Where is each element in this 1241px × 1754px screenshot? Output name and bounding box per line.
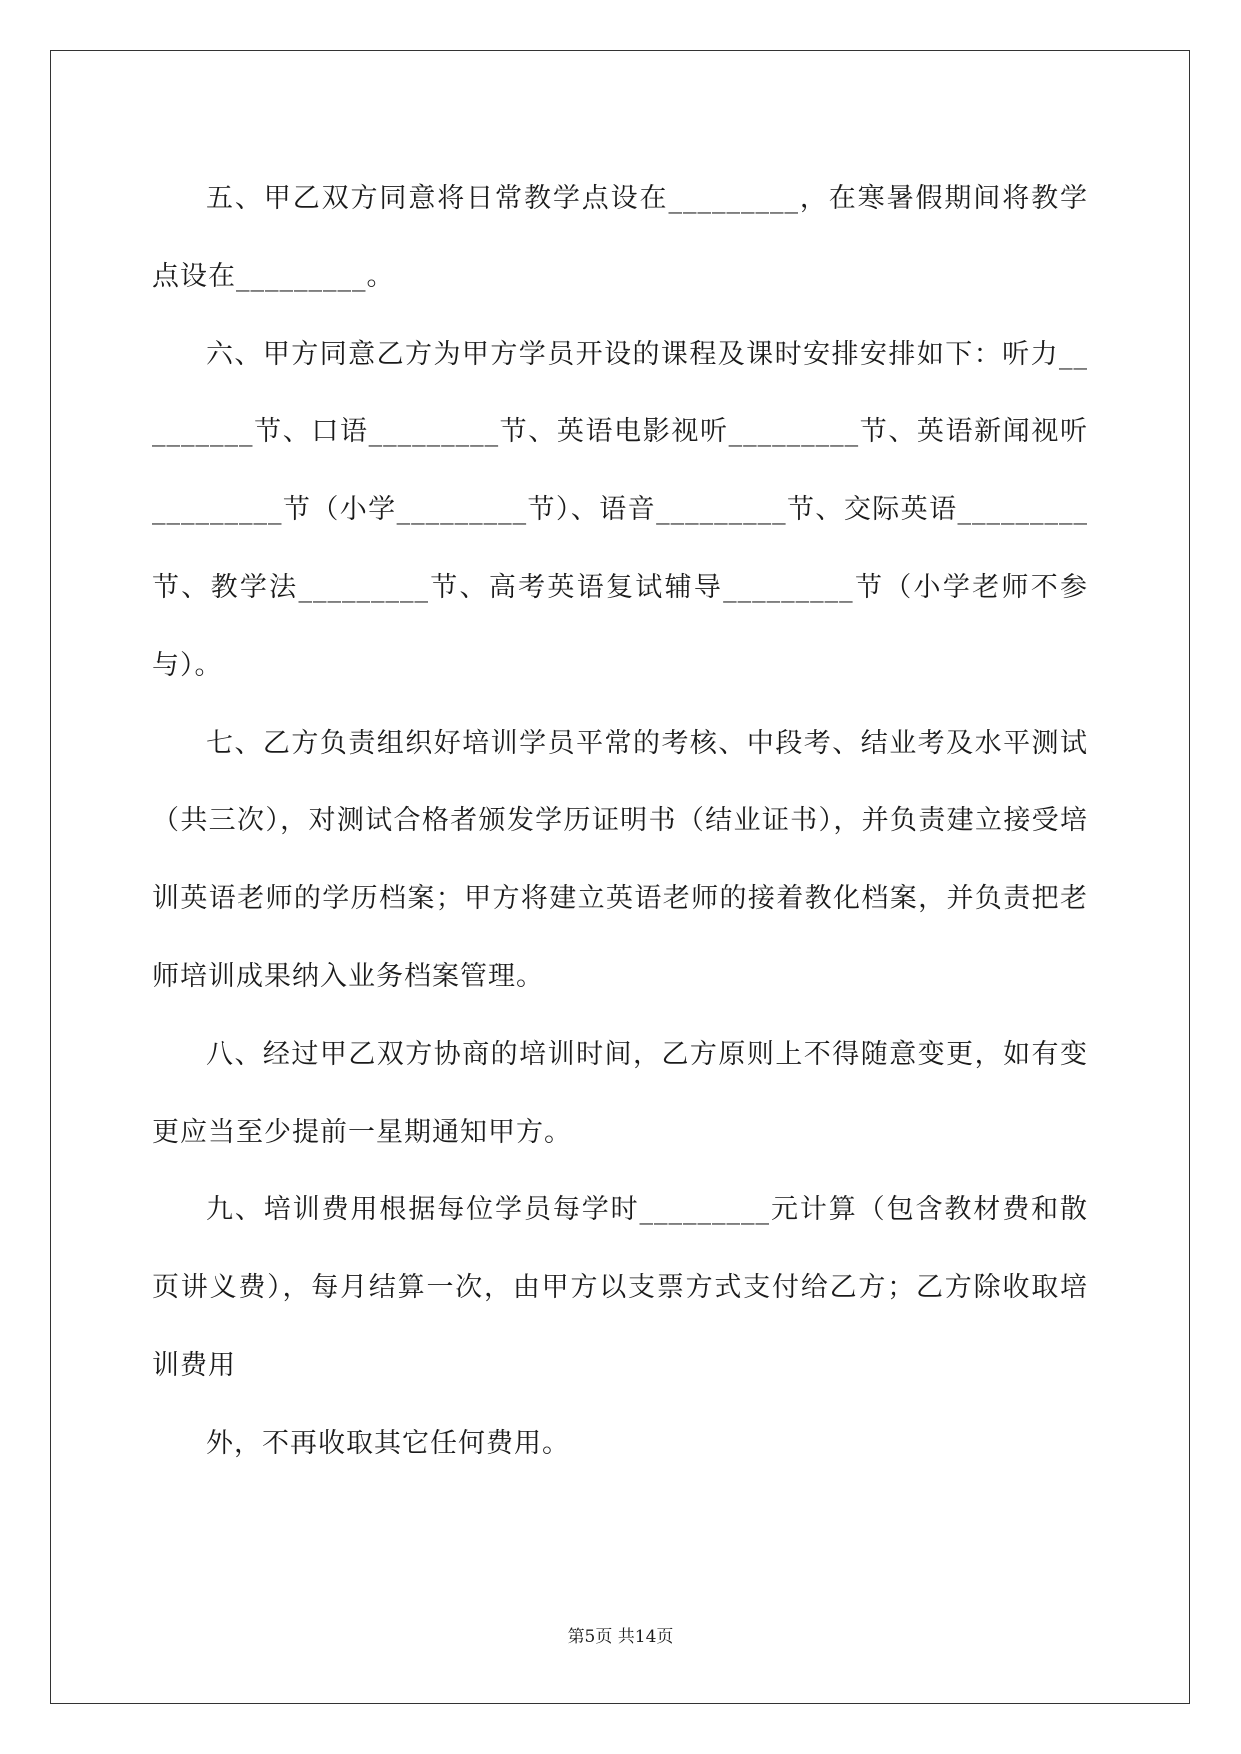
clause-eight: 八、经过甲乙双方协商的培训时间，乙方原则上不得随意变更，如有变更应当至少提前一星期通知甲方。	[152, 1038, 1088, 1148]
clause-nine-continued: 外，不再收取其它任何费用。	[206, 1427, 570, 1459]
document-body	[152, 160, 1088, 1483]
clause-five: 五、甲乙双方同意将日常教学点设在_________，在寒暑假期间将教学点设在_________。	[152, 183, 1088, 292]
clause-nine: 九、培训费用根据每位学员每学时_________元计算（包含教材费和散页讲义费），每月结算一次，由甲方以支票方式支付给乙方；乙方除收取培训费用	[152, 1194, 1088, 1381]
clause-seven: 七、乙方负责组织好培训学员平常的考核、中段考、结业考及水平测试（共三次），对测试合格者颁发学历证明书（结业证书），并负责建立接受培训英语老师的学历档案；甲方将建立英语老师的接着教化档案，并负责把老师培训成果纳入业务档案管理。	[152, 727, 1088, 992]
page-number: 第5页 共14页	[567, 1627, 674, 1647]
clause-six: 六、甲方同意乙方为甲方学员开设的课程及课时安排安排如下：听力_________节、口语_________节、英语电影视听_________节、英语新闻视听_________节（小学_________节）、语音_________节、交际英语_________节、教学法_________节、高考英语复试辅导_________节（小学老师不参与）。	[152, 338, 1088, 681]
